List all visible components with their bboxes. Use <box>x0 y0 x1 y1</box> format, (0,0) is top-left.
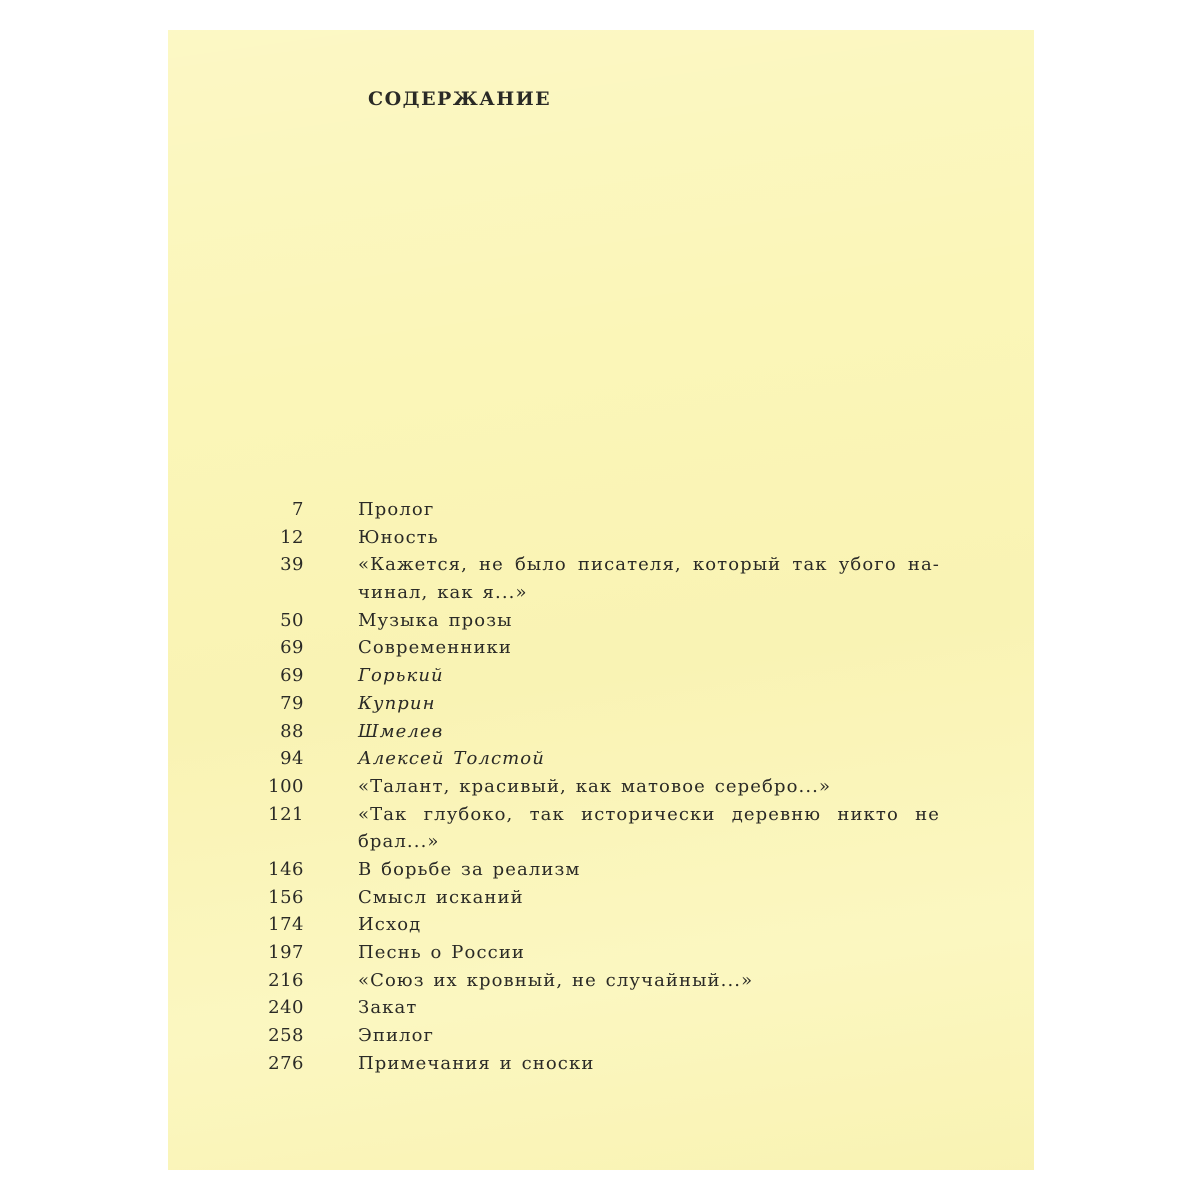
toc-page-number: 69 <box>280 637 304 659</box>
toc-entry <box>168 690 1034 718</box>
toc-page-number: 7 <box>292 499 304 520</box>
book-page <box>168 30 1034 1170</box>
toc-entry <box>168 939 1034 967</box>
toc-title: Шмелев <box>358 720 444 742</box>
toc-entry <box>168 967 1034 995</box>
toc-entry <box>168 524 1034 552</box>
toc-page-number: 258 <box>268 1025 304 1047</box>
toc-title: «Кажется, не было писателя, который так убого на-чинал, как я...» <box>358 554 940 604</box>
toc-page-number: 146 <box>268 858 304 880</box>
toc-page-number: 100 <box>268 775 304 797</box>
toc-entry <box>168 551 1034 606</box>
toc-page-number: 88 <box>280 720 304 742</box>
toc-page-number: 121 <box>268 803 304 825</box>
toc-page-number: 276 <box>268 1052 304 1074</box>
toc-entry <box>168 801 1034 856</box>
toc-page-number: 69 <box>280 665 304 687</box>
page-title: СОДЕРЖАНИЕ <box>368 88 552 110</box>
toc-page-number: 50 <box>280 609 304 631</box>
toc-title: В борьбе за реализм <box>358 858 581 880</box>
toc-page-number: 79 <box>280 692 304 714</box>
toc-entry <box>168 884 1034 912</box>
toc-title: Исход <box>358 914 422 936</box>
toc-entry <box>168 1050 1034 1078</box>
toc-entry <box>168 773 1034 801</box>
toc-page-number: 156 <box>268 886 304 908</box>
toc-title: Музыка прозы <box>358 609 513 631</box>
toc-entry <box>168 856 1034 884</box>
toc-entry <box>168 634 1034 662</box>
toc-title: Горький <box>358 665 444 687</box>
toc-title: Современники <box>358 637 513 659</box>
toc-title: Пролог <box>358 499 435 520</box>
toc-title: Эпилог <box>358 1025 435 1047</box>
toc-page-number: 12 <box>280 526 304 548</box>
toc-page-number: 216 <box>268 969 304 991</box>
toc-title: Юность <box>358 526 439 548</box>
toc-entry <box>168 911 1034 939</box>
toc-title: «Так глубоко, так исторически деревню никто не брал...» <box>358 803 940 853</box>
toc-title: «Талант, красивый, как матовое серебро...» <box>358 775 832 797</box>
toc-title: Куприн <box>358 692 436 714</box>
toc-entry <box>168 718 1034 746</box>
toc-title: «Союз их кровный, не случайный...» <box>358 969 754 991</box>
toc-page-number: 94 <box>280 748 304 770</box>
toc-page-number: 240 <box>268 997 304 1019</box>
toc-page-number: 39 <box>280 554 304 576</box>
toc-entry <box>168 607 1034 635</box>
toc-entry <box>168 994 1034 1022</box>
toc-title: Примечания и сноски <box>358 1052 595 1074</box>
toc-page-number: 197 <box>268 942 304 964</box>
toc-entry <box>168 745 1034 773</box>
toc-entry <box>168 662 1034 690</box>
toc-title: Песнь о России <box>358 942 526 964</box>
toc-title: Закат <box>358 997 418 1019</box>
toc-title: Алексей Толстой <box>358 748 545 770</box>
toc-title: Смысл исканий <box>358 886 524 908</box>
toc-entry <box>168 496 1034 524</box>
table-of-contents <box>168 496 1034 1077</box>
toc-page-number: 174 <box>268 914 304 936</box>
toc-entry <box>168 1022 1034 1050</box>
